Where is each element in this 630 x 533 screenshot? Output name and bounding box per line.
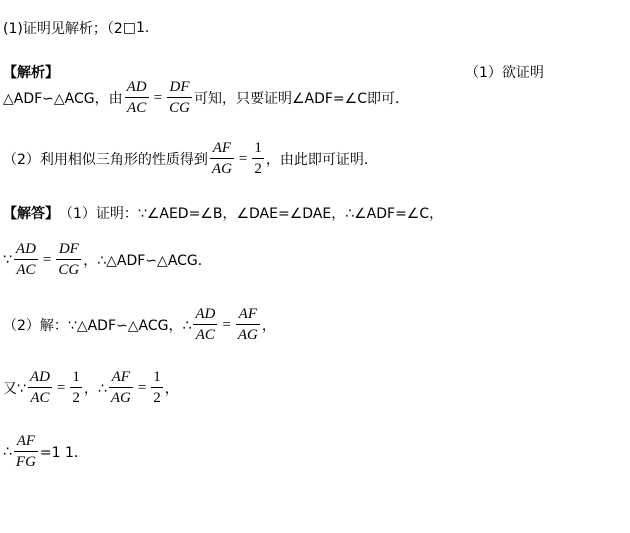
equals-sign: = <box>137 379 147 396</box>
analysis-text-a: △ADF∽△ACG，由 <box>3 91 123 107</box>
solution-line4-mid: ，∴ <box>83 381 107 397</box>
fraction-af-ag: $\frac{AF}{AG}$ <box>237 306 258 343</box>
analysis-part1-label-line <box>465 62 544 82</box>
solution-line4-post: ， <box>164 381 179 397</box>
equals-sign: = <box>222 316 231 333</box>
analysis-heading: 【解析】 <box>3 65 59 81</box>
fraction-1-2: $\frac{1}{2}$ <box>72 369 80 406</box>
analysis-part1-label: （1）欲证明 <box>465 65 544 81</box>
solution-line2-post: ，∴△ADF∽△ACG． <box>83 253 212 269</box>
fraction-1-2: $\frac{1}{2}$ <box>153 369 161 406</box>
solution-heading: 【解答】 <box>3 206 59 222</box>
solution-line5-post: =1 1． <box>39 445 88 461</box>
solution-line-5 <box>3 434 88 470</box>
analysis-part2-b: ，由此即可证明． <box>265 152 378 168</box>
answer-line <box>3 18 149 38</box>
fraction-af-fg: $\frac{AF}{FG}$ <box>15 433 36 470</box>
solution-line5-pre: ∴ <box>3 444 12 460</box>
fraction-df-cg: $\frac{DF}{CG}$ <box>169 79 190 116</box>
analysis-part2-a: （2）利用相似三角形的性质得到 <box>3 152 208 168</box>
fraction-1-2: $\frac{1}{2}$ <box>254 140 262 177</box>
answer-text: (1)证明见解析；（2 <box>3 21 123 37</box>
solution-text-1: （1）证明：∵∠AED=∠B，∠DAE=∠DAE，∴∠ADF=∠C， <box>59 206 444 222</box>
analysis-heading-line <box>3 62 59 82</box>
fraction-ad-ac: $\frac{AD}{AC}$ <box>126 79 147 116</box>
solution-line-3 <box>3 307 276 343</box>
fraction-ad-ac: $\frac{AD}{AC}$ <box>15 241 36 278</box>
equals-sign: = <box>238 150 248 167</box>
analysis-line-2 <box>3 141 378 177</box>
equals-sign: = <box>153 89 163 106</box>
solution-line2-pre: ∵ <box>3 252 12 268</box>
equals-sign: = <box>42 251 52 268</box>
missing-glyph-box: □ <box>122 20 136 36</box>
solution-line-2 <box>3 242 212 278</box>
fraction-df-cg: $\frac{DF}{CG}$ <box>58 241 80 278</box>
fraction-ad-ac: $\frac{AD}{AC}$ <box>195 306 216 343</box>
fraction-af-ag: $\frac{AF}{AG}$ <box>110 369 131 406</box>
solution-line-1 <box>3 203 443 223</box>
solution-line3-post: ， <box>261 318 276 334</box>
fraction-af-ag: $\frac{AF}{AG}$ <box>211 140 232 177</box>
analysis-line-1 <box>3 80 409 116</box>
solution-line3-pre: （2）解：∵△ADF∽△ACG，∴ <box>3 318 192 334</box>
solution-line4-pre: 又∵ <box>3 381 26 397</box>
fraction-ad-ac: $\frac{AD}{AC}$ <box>29 369 50 406</box>
analysis-text-b: 可知，只要证明∠ADF=∠C即可． <box>193 91 409 107</box>
solution-line-4 <box>3 370 179 406</box>
equals-sign: = <box>56 379 66 396</box>
answer-tail: 1. <box>135 20 150 36</box>
